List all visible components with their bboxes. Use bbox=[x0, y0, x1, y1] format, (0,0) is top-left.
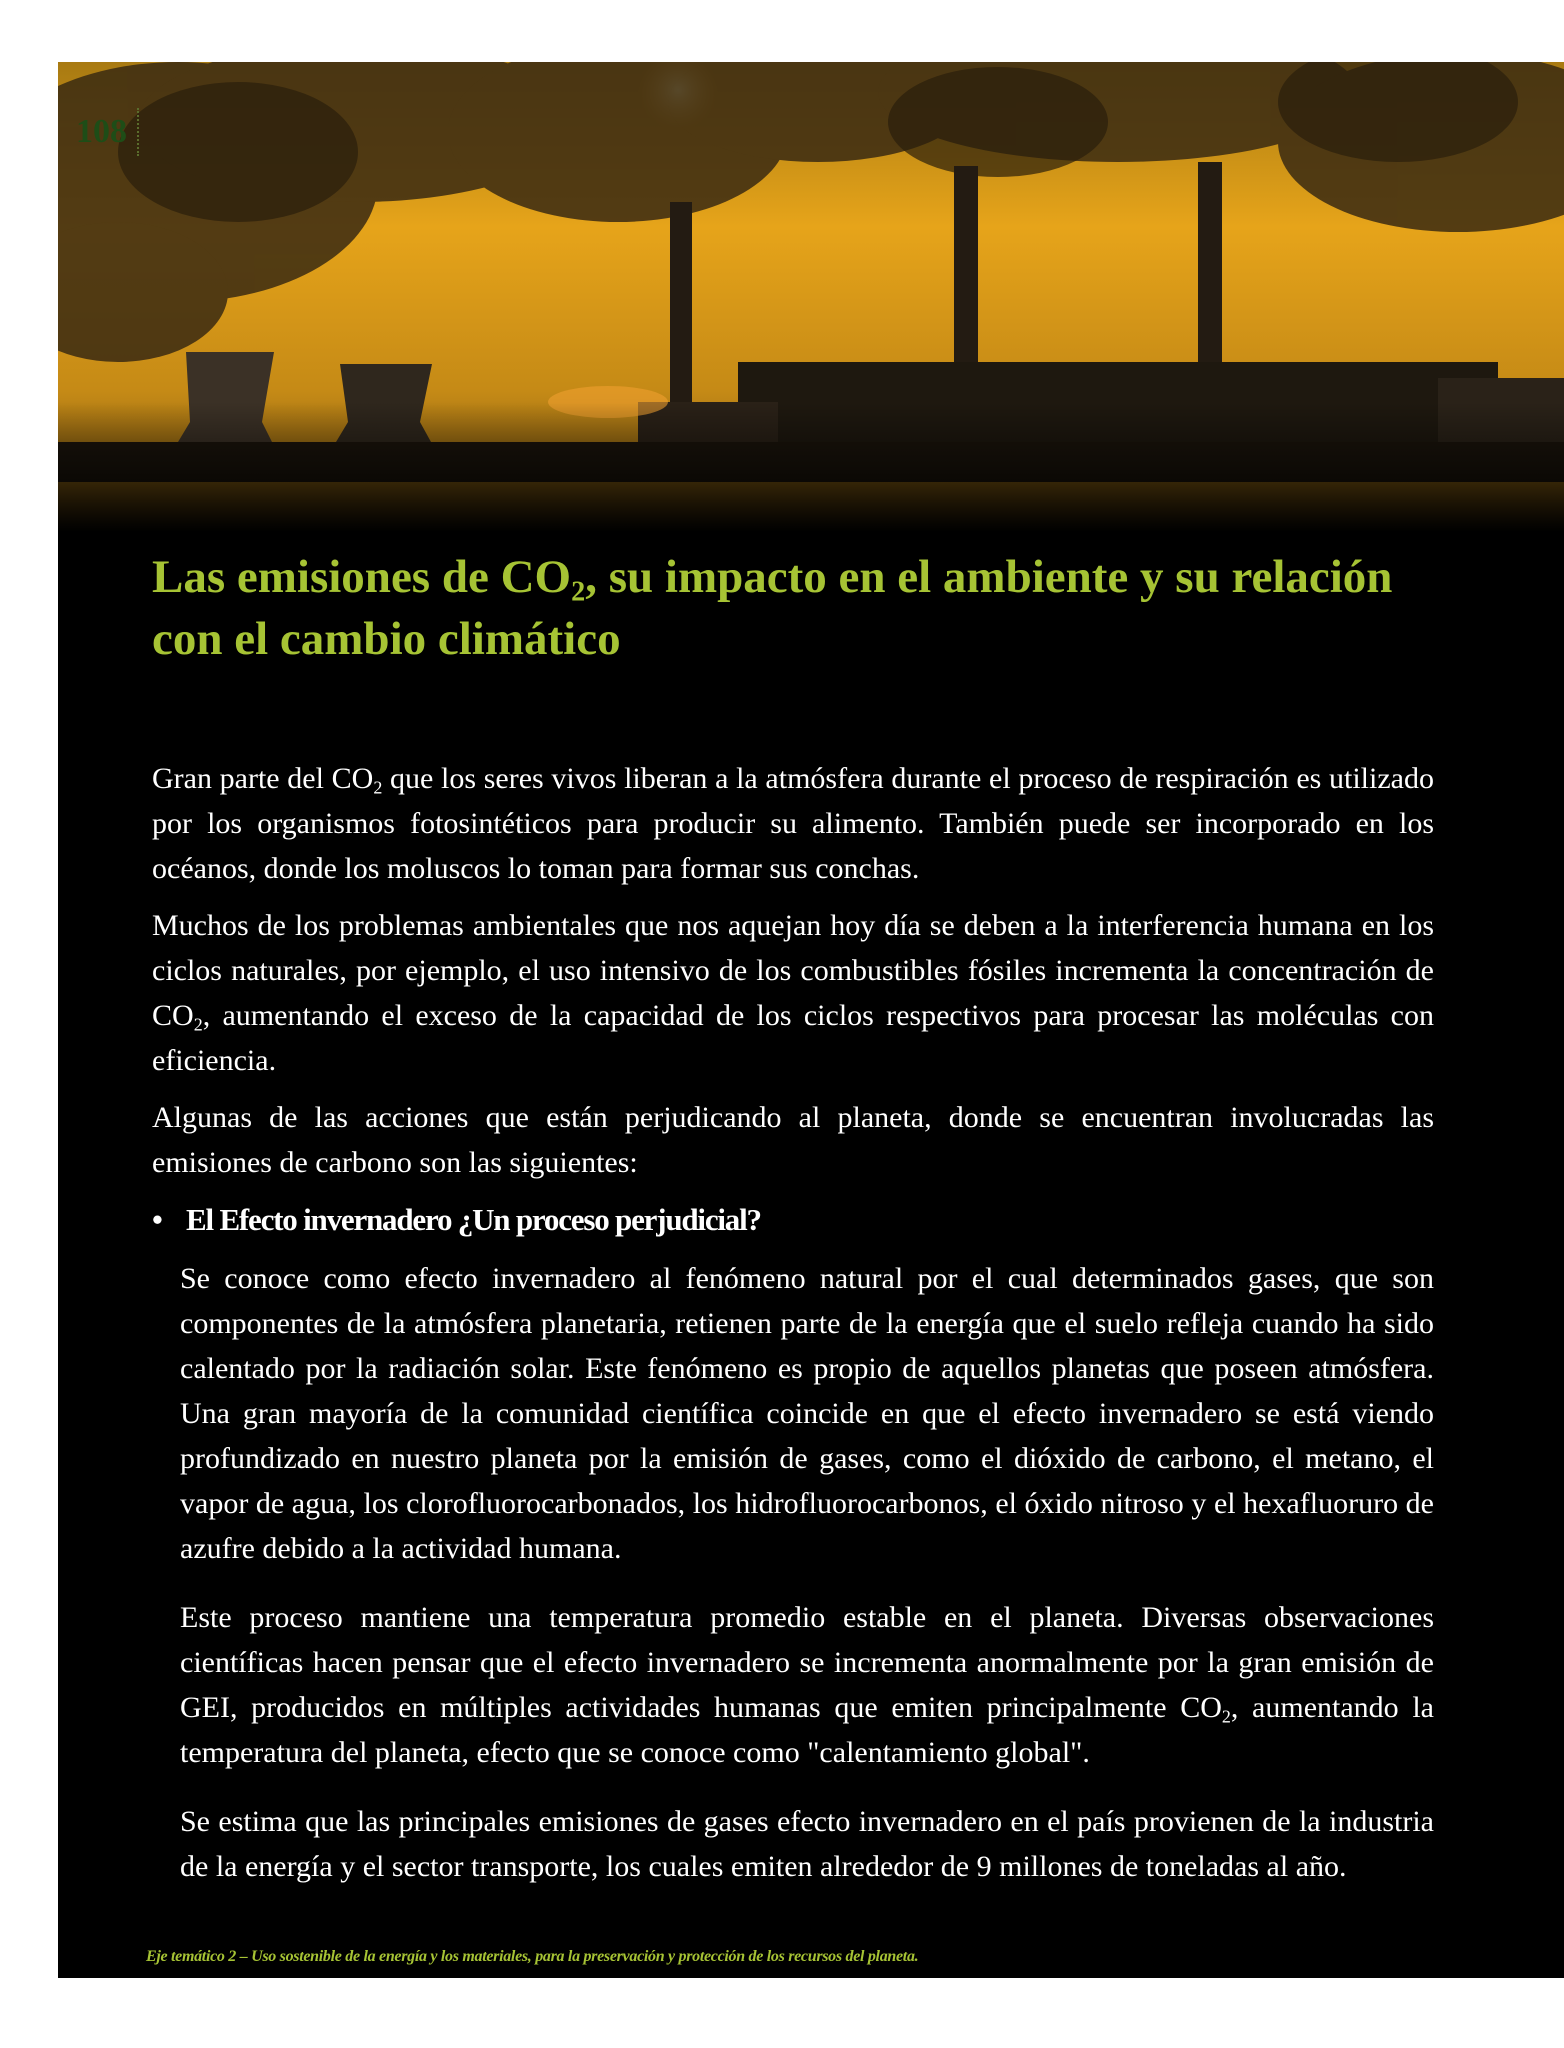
paragraph-2: Muchos de los problemas ambientales que nos aquejan hoy día se deben a la interferencia humana en los ciclos naturales, por ejemplo, el uso intensivo de los combustibles fósiles incrementa la concentración de $CO_2$, aumentando el exceso de la capacidad de los ciclos respectivos para procesar las moléculas con eficiencia. bbox=[152, 909, 1434, 1077]
paragraph-6: Se estima que las principales emisiones de gases efecto invernadero en el país provienen de la industria de la energía y el sector transporte, los cuales emiten alrededor de 9 millones de toneladas al año. bbox=[180, 1805, 1434, 1883]
bullet-icon: • bbox=[152, 1202, 162, 1237]
paragraph-3: Algunas de las acciones que están perjudicando al planeta, donde se encuentran involucradas las emisiones de carbono son las siguientes: bbox=[152, 1101, 1434, 1179]
bullet-heading bbox=[152, 1197, 1434, 1242]
title-text-rest: , su impacto en el ambiente y su relación con el cambio climático bbox=[152, 551, 1393, 665]
article-body bbox=[152, 756, 1434, 1901]
title-text: Las emisiones de CO bbox=[152, 551, 572, 603]
title-subscript: 2 bbox=[571, 576, 586, 608]
hero-image bbox=[58, 62, 1564, 532]
page bbox=[58, 62, 1564, 1978]
paragraph-5: Este proceso mantiene una temperatura promedio estable en el planeta. Diversas observaciones científicas hacen pensar que el efecto invernadero se incrementa anormalmente por la gran emisión de GEI, producidos en múltiples actividades humanas que emiten principalmente $CO_2$, aumentando la temperatura del planeta, efecto que se conoce como "calentamiento global". bbox=[180, 1601, 1434, 1769]
page-title bbox=[152, 546, 1412, 670]
paragraph-1: Gran parte del $CO_2$ que los seres vivos liberan a la atmósfera durante el proceso de respiración es utilizado por los organismos fotosintéticos para producir su alimento. También puede ser incorporado en los océanos, donde los moluscos lo toman para formar sus conchas. bbox=[152, 762, 1434, 885]
industrial-smokestacks-sunset-photo bbox=[58, 62, 1564, 532]
bullet-heading-text: El Efecto invernadero ¿Un proceso perjudicial? bbox=[186, 1202, 761, 1237]
page-number: 108 bbox=[76, 108, 139, 156]
paragraph-4: Se conoce como efecto invernadero al fenómeno natural por el cual determinados gases, que son componentes de la atmósfera planetaria, retienen parte de la energía que el suelo refleja cuando ha sido calentado por la radiación solar. Este fenómeno es propio de aquellos planetas que poseen atmósfera. Una gran mayoría de la comunidad científica coincide en que el efecto invernadero se está viendo profundizado en nuestro planeta por la emisión de gases, como el dióxido de carbono, el metano, el vapor de agua, los clorofluorocarbonados, los hidrofluorocarbonos, el óxido nitroso y el hexafluoruro de azufre debido a la actividad humana. bbox=[180, 1262, 1434, 1565]
footer-caption: Eje temático 2 – Uso sostenible de la energía y los materiales, para la preservación y protección de los recursos del planeta. bbox=[146, 1948, 919, 1965]
